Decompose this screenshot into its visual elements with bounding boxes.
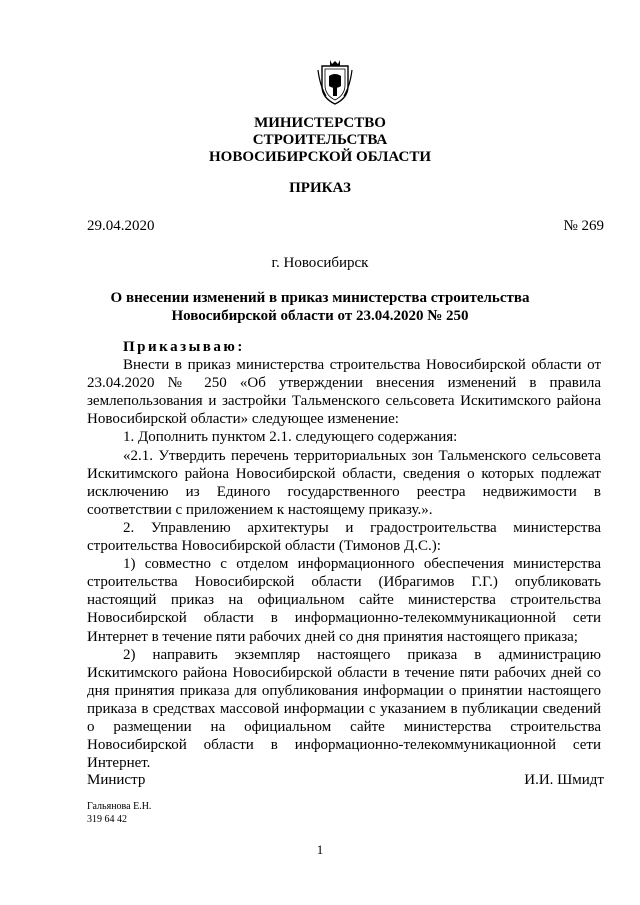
order-lead: Приказываю:: [123, 339, 245, 355]
ministry-name: [0, 115, 640, 166]
ministry-line-1: МИНИСТЕРСТВО: [254, 115, 386, 131]
paragraph-6: 2) направить экземпляр настоящего приказа в администрацию Искитимского района Новосибирской области в течение пяти рабочих дней со дня принятия приказа для опубликования информации о принятии настоящего приказа в средствах массовой информации с указанием в публикации сведений о размещении на официальном сайте министерства строительства Новосибирской области в информационно-телекоммуникационной сети Интернет.: [87, 646, 601, 772]
order-date: 29.04.2020: [87, 218, 155, 234]
title-line-2: Новосибирской области от 23.04.2020 № 250: [171, 308, 469, 324]
coat-of-arms-icon: [316, 56, 354, 106]
city: г. Новосибирск: [271, 255, 369, 271]
executor-name: Гальянова Е.Н.: [87, 801, 152, 812]
order-body: [87, 338, 601, 772]
paragraph-2: 1. Дополнить пунктом 2.1. следующего содержания:: [123, 429, 458, 446]
signatory-name: И.И. Шмидт: [524, 772, 604, 788]
title-line-1: О внесении изменений в приказ министерства строительства: [110, 290, 530, 306]
executor-phone: 319 64 42: [87, 814, 127, 825]
executor-info: [87, 800, 151, 826]
document-type: ПРИКАЗ: [289, 180, 351, 196]
paragraph-1: Внести в приказ министерства строительства Новосибирской области от 23.04.2020 № 250 «Об утверждении внесения изменений в правила землепользования и застройки Тальменского сельсовета Искитимского района Новосибирской области» следующее изменение:: [87, 357, 601, 428]
ministry-line-3: НОВОСИБИРСКОЙ ОБЛАСТИ: [208, 149, 432, 165]
order-number: № 269: [563, 218, 604, 234]
ministry-line-2: СТРОИТЕЛЬСТВА: [252, 132, 388, 148]
order-title: [0, 289, 640, 325]
paragraph-3: «2.1. Утвердить перечень территориальных зон Тальменского сельсовета Искитимского района Новосибирской области, сведения о которых подлежат исключению из Единого государственного реестра недвижимости в соответствии с приложением к настоящему приказу.».: [87, 447, 601, 518]
signatory-position: Министр: [87, 772, 146, 788]
paragraph-4: 2. Управлению архитектуры и градостроительства министерства строительства Новосибирской области (Тимонов Д.С.):: [87, 519, 601, 555]
page-number: 1: [316, 842, 324, 857]
paragraph-5: 1) совместно с отделом информационного обеспечения министерства строительства Новосибирской области (Ибрагимов Г.Г.) опубликовать настоящий приказ на официальном сайте министерства строительства Новосибирской области в информационно-телекоммуникационной сети Интернет в течение пяти рабочих дней со дня принятия настоящего приказа;: [87, 556, 601, 645]
